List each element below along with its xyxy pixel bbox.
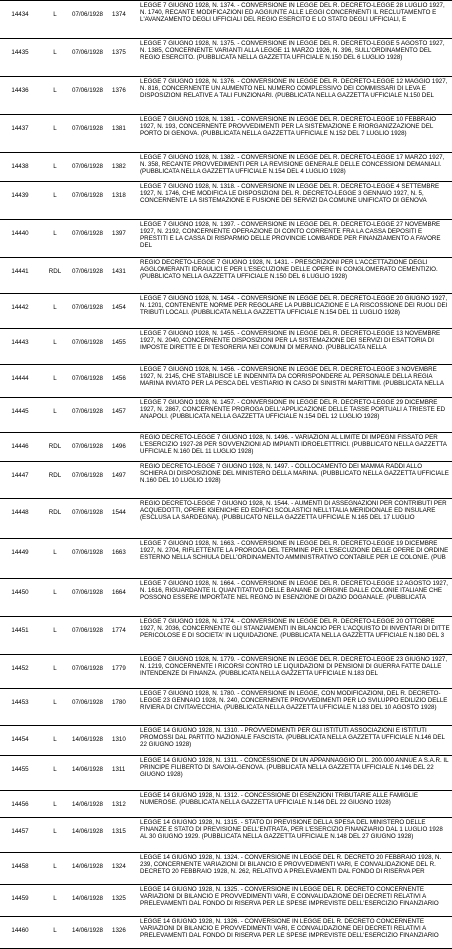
- row-number: 14452: [0, 655, 40, 689]
- row-date: 14/06/1928: [70, 853, 112, 885]
- row-ref: 1326: [112, 917, 138, 949]
- row-number: 14453: [0, 689, 40, 726]
- row-type: RDL: [40, 433, 70, 462]
- row-type: L: [40, 791, 70, 818]
- row-number: 14457: [0, 818, 40, 853]
- row-type: L: [40, 39, 70, 77]
- row-ref: 1318: [112, 182, 138, 220]
- table-row: [0, 182, 452, 220]
- row-type: L: [40, 365, 70, 398]
- table-row: [0, 726, 452, 756]
- row-description: LEGGE 7 GIUGNO 1928, N. 1457. - CONVERSIONE IN LEGGE DEL R. DECRETO-LEGGE 29 DICEMBRE 1927, N. 2867, CONCERNENTE PROROGA DELL'APPLICAZIONE DELLE TASSE PORTUALI A TRIESTE ED ANAPOLI. (PUBBLICATA NELLA GAZZETTA UFFICIALE N.154 DEL 12 LUGLIO 1928): [138, 398, 452, 433]
- row-ref: 1454: [112, 294, 138, 329]
- row-ref: 1397: [112, 220, 138, 258]
- row-ref: 1311: [112, 756, 138, 791]
- table-row: [0, 655, 452, 689]
- row-type: L: [40, 885, 70, 917]
- row-ref: 1457: [112, 398, 138, 433]
- table-row: [0, 853, 452, 885]
- table-row: [0, 329, 452, 365]
- row-date: 14/06/1928: [70, 885, 112, 917]
- row-ref: 1544: [112, 499, 138, 539]
- row-number: 14442: [0, 294, 40, 329]
- row-ref: 1376: [112, 77, 138, 115]
- row-ref: 1496: [112, 433, 138, 462]
- row-type: L: [40, 182, 70, 220]
- row-description: LEGGE 7 GIUGNO 1928, N. 1663. - CONVERSIONE IN LEGGE DEL R. DECRETO-LEGGE 19 DICEMBRE 1927, N. 2704, RIFLETTENTE LA PROROGA DEL TERMINE PER L'ESECUZIONE DELLE OPERE DI ORDINE ESTERNO NELLA SCHIULA DELL'ORDINAMENTO AMMINISTRATIVO CONTABILE PER LE COLONIE. (PUB: [138, 539, 452, 579]
- row-number: 14450: [0, 579, 40, 617]
- row-description: LEGGE 14 GIUGNO 1928, N. 1315. - STATO DI PREVISIONE DELLA SPESA DEL MINISTERO DELLE FINANZE E STATO DI PREVISIONE DELL'ENTRATA, PER L'ESERCIZIO FINANZIARIO DAL 1 LUGLIO 1928 AL 30 GIUGNO 1929. (PUBBLICATA NELLA GAZZETTA UFFICIALE N.148 DEL 27 GIUGNO 1928): [138, 818, 452, 853]
- row-number: 14441: [0, 258, 40, 294]
- row-type: L: [40, 579, 70, 617]
- row-description: LEGGE 7 GIUGNO 1928, N. 1397. - CONVERSIONE IN LEGGE DEL R. DECRETO-LEGGE 27 NOVEMBRE 1927, N. 2192, CONCERNENTE OPERAZIONE DI CONTO CORRENTE FRA LA CASSA DEPOSITI E PRESTITI E LA CASSA DI RISPARMIO DELLE PROVINCIE LOMBARDE PER FINANZIAMENTO A FAVORE DEL: [138, 220, 452, 258]
- row-ref: 1324: [112, 853, 138, 885]
- row-ref: 1780: [112, 689, 138, 726]
- row-description: LEGGE 14 GIUGNO 1928, N. 1311. - CONCESSIONE DI UN APPANNAGGIO DI L. 200.000 ANNUE A S.A.R. IL PRINCIPE FILIBERTO DI SAVOIA-GENOVA. (PUBBLICATA NELLA GAZZETTA UFFICIALE N.146 DEL 22 GIUGNO 1928): [138, 756, 452, 791]
- row-description: LEGGE 7 GIUGNO 1928, N. 1664. - CONVERSIONE IN LEGGE DEL R. DECRETO-LEGGE 12 AGOSTO 1927, N. 1616, RIGUARDANTE IL QUANTITATIVO DELLE BANANE DI ORIGINE DALLE COLONIE ITALIANE CHE POSSONO ESSERE IMPORTATE NEL REGNO IN ESENZIONE DI DAZIO DOGANALE. (PUBBLICATA: [138, 579, 452, 617]
- row-ref: 1375: [112, 39, 138, 77]
- row-number: 14448: [0, 499, 40, 539]
- row-date: 07/06/1928: [70, 689, 112, 726]
- row-number: 14458: [0, 853, 40, 885]
- row-description: REGIO DECRETO-LEGGE 7 GIUGNO 1928, N. 1497. - COLLOCAMENTO DEI MAMMA RADDI ALLO SCHIERA DI DISPOSIZIONE DEL MINISTERO DELLA MARINA. (PUBBLICATO NELLA GAZZETTA UFFICIALE N.160 DEL 10 LUGLIO 1928): [138, 462, 452, 499]
- row-description: LEGGE 7 GIUGNO 1928, N. 1318. - CONVERSIONE IN LEGGE DEL R. DECRETO-LEGGE 4 SETTEMBRE 1927, N. 1746, CHE MODIFICA LE DISPOSIZIONI DEL R. DECRETO-LEGGE 3 GENNAIO 1927, N. 5, CONCERNENTE LA SISTEMAZIONE E FUSIONE DEI SERVIZI DA COMUNE UNIFICATO DI GENOVA: [138, 182, 452, 220]
- row-date: 07/06/1928: [70, 294, 112, 329]
- row-ref: 1663: [112, 539, 138, 579]
- row-description: LEGGE 7 GIUGNO 1928, N. 1456. - CONVERSIONE IN LEGGE DEL R. DECRETO-LEGGE 3 NOVEMBRE 1927, N. 2145, CHE STABILISCE LE INDENNITA DA CORRISPONDERE AL PERSONALE DELLA REGIA MARINA INVIATO PER LA PESCA DEL VESTIARIO IN CASO DI SINISTRI MARITTIMI. (PUBBLICATA NELLA: [138, 365, 452, 398]
- row-ref: 1455: [112, 329, 138, 365]
- row-number: 14439: [0, 182, 40, 220]
- row-description: REGIO DECRETO-LEGGE 7 GIUGNO 1928, N. 1544. - AUMENTI DI ASSEGNAZIONI PER CONTRIBUTI PER ACQUEDOTTI, OPERE IGIENICHE ED EDIFICI SCOLASTICI NELL'ITALIA MERIDIONALE ED INSULARE (ESCLUSA LA SARDEGNA). (PUBBLICATO NELLA GAZZETTA UFFICIALE N.165 DEL 17 LUGLIO: [138, 499, 452, 539]
- row-date: 07/06/1928: [70, 77, 112, 115]
- legislation-table: [0, 1, 452, 949]
- table-row: [0, 617, 452, 655]
- row-date: 07/06/1928: [70, 182, 112, 220]
- row-description: LEGGE 14 GIUGNO 1928, N. 1310. - PROVVEDIMENTI PER GLI ISTITUTI ASSOCIAZIONI E ISTITUTI PROMOSSI DAL PARTITO NAZIONALE FASCISTA. (PUBBLICATA NELLA GAZZETTA UFFICIALE N.146 DEL 22 GIUGNO 1928): [138, 726, 452, 756]
- row-number: 14447: [0, 462, 40, 499]
- row-type: L: [40, 617, 70, 655]
- table-row: [0, 153, 452, 182]
- table-row: [0, 220, 452, 258]
- row-date: 07/06/1928: [70, 539, 112, 579]
- row-number: 14440: [0, 220, 40, 258]
- row-description: LEGGE 7 GIUGNO 1928, N. 1381. - CONVERSIONE IN LEGGE DEL R. DECRETO-LEGGE 10 FEBBRAIO 1927, N. 193, CONCERNENTE PROVVEDIMENTI PER LA SISTEMAZIONE E RIORGANIZZAZIONE DEL PORTO DI GENOVA. (PUBBLICATA NELLA GAZZETTA UFFICIALE N.152 DEL 7 LUGLIO 1928): [138, 115, 452, 153]
- row-type: L: [40, 77, 70, 115]
- row-description: LEGGE 7 GIUGNO 1928, N. 1780. - CONVERSIONE IN LEGGE, CON MODIFICAZIONI, DEL R. DECRETO-LEGGE 23 GENNAIO 1928, N. 240, CONCERNENTE PROVVEDIMENTI PER LO SVILUPPO EDILIZIO DELLE RIVIERA DI CIVITAVECCHIA. (PUBBLICATA NELLA GAZZETTA UFFICIALE N.183 DEL 10 AGOSTO 1928): [138, 689, 452, 726]
- row-number: 14434: [0, 1, 40, 39]
- row-type: L: [40, 917, 70, 949]
- row-type: RDL: [40, 258, 70, 294]
- row-number: 14460: [0, 917, 40, 949]
- row-ref: 1310: [112, 726, 138, 756]
- row-number: 14443: [0, 329, 40, 365]
- table-row: [0, 398, 452, 433]
- table-row: [0, 818, 452, 853]
- row-type: L: [40, 1, 70, 39]
- row-description: LEGGE 7 GIUGNO 1928, N. 1455. - CONVERSIONE IN LEGGE DEL R. DECRETO-LEGGE 13 NOVEMBRE 1927, N. 2040, CONCERNENTE DISPOSIZIONI PER LA SISTEMAZIONE DEI SERVIZI DI ESATTORIA DI IMPOSTE DIRETTE E DI TESORERIA NEI COMUNI DI MERANO. (PUBBLICATA NELLA: [138, 329, 452, 365]
- table-row: [0, 579, 452, 617]
- row-number: 14438: [0, 153, 40, 182]
- row-number: 14459: [0, 885, 40, 917]
- row-description: LEGGE 7 GIUGNO 1928, N. 1774. - CONVERSIONE IN LEGGE DEL R. DECRETO-LEGGE 20 OTTOBRE 1927, N. 2036, CONCERNENTE GLI STANZIAMENTI IN BILANCIO PER L'ACQUISTO DI INVENTARI DI DITTE PERICOLOSE E DI SOCIETA' IN LIQUIDAZIONE. (PUBBLICATA NELLA GAZZETTA UFFICIALE N.180 DEL 3: [138, 617, 452, 655]
- table-row: [0, 258, 452, 294]
- table-row: [0, 689, 452, 726]
- row-description: REGIO DECRETO-LEGGE 7 GIUGNO 1928, N. 1496. - VARIAZIONI AL LIMITE DI IMPEGNI FISSATO PER L'ESERCIZIO 1927-28 PER SOVVENZIONI AD IMPIANTI IDROELETTRICI. (PUBBLICATO NELLA GAZZETTA UFFICIALE N.160 DEL 11 LUGLIO 1928): [138, 433, 452, 462]
- row-type: L: [40, 329, 70, 365]
- row-ref: 1456: [112, 365, 138, 398]
- table-row: [0, 1, 452, 39]
- row-number: 14455: [0, 756, 40, 791]
- row-description: LEGGE 7 GIUGNO 1928, N. 1779. - CONVERSIONE IN LEGGE DEL R. DECRETO-LEGGE 23 GIUGNO 1927, N. 1219, CONCERNENTE I RICORSI CONTRO LE LIQUIDAZIONI DI PENSIONI DI GUERRA FATTE DALLE INTENDENZE DI FINANZA. (PUBBLICATA NELLA GAZZETTA UFFICIALE N.183 DEL: [138, 655, 452, 689]
- row-date: 07/06/1928: [70, 1, 112, 39]
- table-row: [0, 539, 452, 579]
- row-description: LEGGE 14 GIUGNO 1928, N. 1312. - CONCESSIONE DI ESENZIONI TRIBUTARIE ALLE FAMIGLIE NUMEROSE. (PUBBLICATA NELLA GAZZETTA UFFICIALE N.146 DEL 22 GIUGNO 1928): [138, 791, 452, 818]
- row-date: 07/06/1928: [70, 153, 112, 182]
- row-type: L: [40, 756, 70, 791]
- row-ref: 1497: [112, 462, 138, 499]
- row-date: 14/06/1928: [70, 756, 112, 791]
- row-ref: 1431: [112, 258, 138, 294]
- row-date: 07/06/1928: [70, 220, 112, 258]
- row-type: L: [40, 294, 70, 329]
- table-row: [0, 756, 452, 791]
- row-date: 07/06/1928: [70, 579, 112, 617]
- row-date: 07/06/1928: [70, 499, 112, 539]
- row-number: 14449: [0, 539, 40, 579]
- table-row: [0, 365, 452, 398]
- row-number: 14451: [0, 617, 40, 655]
- row-type: L: [40, 818, 70, 853]
- table-row: [0, 77, 452, 115]
- row-type: L: [40, 115, 70, 153]
- row-ref: 1774: [112, 617, 138, 655]
- row-date: 07/06/1928: [70, 655, 112, 689]
- row-date: 07/06/1928: [70, 462, 112, 499]
- row-date: 07/06/1928: [70, 39, 112, 77]
- row-date: 07/06/1928: [70, 365, 112, 398]
- row-date: 14/06/1928: [70, 917, 112, 949]
- row-ref: 1381: [112, 115, 138, 153]
- row-date: 07/06/1928: [70, 433, 112, 462]
- row-description: LEGGE 7 GIUGNO 1928, N. 1375. - CONVERSIONE IN LEGGE DEL R. DECRETO-LEGGE 5 AGOSTO 1927, N. 1385, CONCERNENTE VARIANTI ALLA LEGGE 11 MARZO 1926, N. 396, SULL'ORDINAMENTO DEL REGIO ESERCITO. (PUBBLICATA NELLA GAZZETTA UFFICIALE N.150 DEL 6 LUGLIO 1928): [138, 39, 452, 77]
- row-ref: 1312: [112, 791, 138, 818]
- row-number: 14435: [0, 39, 40, 77]
- table-row: [0, 115, 452, 153]
- row-number: 14456: [0, 791, 40, 818]
- row-type: RDL: [40, 499, 70, 539]
- row-date: 07/06/1928: [70, 115, 112, 153]
- row-number: 14454: [0, 726, 40, 756]
- row-description: LEGGE 14 GIUGNO 1928, N. 1326. - CONVERSIONE IN LEGGE DEL R. DECRETO CONCERNENTE VARIAZIONI DI BILANCIO E PROVVEDIMENTI VARI, E CONVALIDAZIONE DEI DECRETI RELATIVI A PRELEVAMENTI DAL FONDO DI RISERVA PER LE SPESE IMPREVISTE DELL'ESERCIZIO FINANZIARIO: [138, 917, 452, 949]
- row-date: 14/06/1928: [70, 791, 112, 818]
- row-number: 14446: [0, 433, 40, 462]
- row-type: L: [40, 153, 70, 182]
- row-type: L: [40, 689, 70, 726]
- row-ref: 1315: [112, 818, 138, 853]
- row-type: L: [40, 726, 70, 756]
- row-description: LEGGE 7 GIUGNO 1928, N. 1374. - CONVERSIONE IN LEGGE DEL R. DECRETO-LEGGE 28 LUGLIO 1927, N. 1740, RECANTE MODIFICAZIONI ED AGGIUNTE ALLE LEGGI CONCERNENTI IL RECLUTAMENTO E L'AVANZAMENTO DEGLI UFFICIALI DEL REGIO ESERCITO E LO STATO DEGLI UFFICIALI, E: [138, 1, 452, 39]
- table-body: [0, 1, 452, 949]
- row-number: 14437: [0, 115, 40, 153]
- row-date: 07/06/1928: [70, 398, 112, 433]
- row-description: LEGGE 7 GIUGNO 1928, N. 1376. - CONVERSIONE IN LEGGE DEL R. DECRETO-LEGGE 12 MAGGIO 1927, N. 816, CONCERNENTE UN AUMENTO NEL NUMERO COMPLESSIVO DEI COMMISSARI DI LEVA E DISPOSIZIONI RELATIVE A TALI FUNZIONARI. (PUBBLICATA NELLA GAZZETTA UFFICIALE N.150 DEL: [138, 77, 452, 115]
- row-date: 07/06/1928: [70, 258, 112, 294]
- row-description: REGIO DECRETO-LEGGE 7 GIUGNO 1928, N. 1431. - PRESCRIZIONI PER L'ACCETTAZIONE DEGLI AGGLOMERANTI IDRAULICI E PER L'ESECUZIONE DELLE OPERE IN CONGLOMERATO CEMENTIZIO. (PUBBLICATO NELLA GAZZETTA UFFICIALE N.150 DEL 6 LUGLIO 1928): [138, 258, 452, 294]
- row-description: LEGGE 14 GIUGNO 1928, N. 1324. - CONVERSIONE IN LEGGE DEL R. DECRETO 20 FEBBRAIO 1928, N. 239, CONCERNENTE VARIAZIONI DI BILANCIO E PROVVEDIMENTI VARI, E CONVALIDAZIONE DEL R. DECRETO 20 FEBBRAIO 1928, N. 262, RELATIVO A PRELEVAMENTI DAL FONDO DI RISERVA PER: [138, 853, 452, 885]
- row-date: 14/06/1928: [70, 818, 112, 853]
- row-date: 07/06/1928: [70, 329, 112, 365]
- row-description: LEGGE 7 GIUGNO 1928, N. 1382. - CONVERSIONE IN LEGGE DEL R. DECRETO-LEGGE 17 MARZO 1927, N. 358, RECANTE PROVVEDIMENTI PER LA REVISIONE GENERALE DELLE CONCESSIONI DEMANIALI. (PUBBLICATA NELLA GAZZETTA UFFICIALE N.154 DEL 4 LUGLIO 1928): [138, 153, 452, 182]
- row-ref: 1382: [112, 153, 138, 182]
- row-ref: 1374: [112, 1, 138, 39]
- row-date: 07/06/1928: [70, 617, 112, 655]
- row-type: L: [40, 853, 70, 885]
- table-row: [0, 499, 452, 539]
- row-number: 14436: [0, 77, 40, 115]
- row-description: LEGGE 7 GIUGNO 1928, N. 1454. - CONVERSIONE IN LEGGE DEL R. DECRETO-LEGGE 20 GIUGNO 1927, N. 1201, CONTENENTE NORME PER REGOLARE LA PUBBLICAZIONE E LA RISCOSSIONE DEI RUOLI DEI TRIBUTI LOCALI. (PUBBLICATA NELLA GAZZETTA UFFICIALE N.154 DEL 11 LUGLIO 1928): [138, 294, 452, 329]
- table-row: [0, 294, 452, 329]
- row-ref: 1779: [112, 655, 138, 689]
- table-row: [0, 433, 452, 462]
- row-type: L: [40, 539, 70, 579]
- row-number: 14445: [0, 398, 40, 433]
- row-type: L: [40, 655, 70, 689]
- row-type: RDL: [40, 462, 70, 499]
- row-number: 14444: [0, 365, 40, 398]
- row-ref: 1664: [112, 579, 138, 617]
- row-description: LEGGE 14 GIUGNO 1928, N. 1325. - CONVERSIONE IN LEGGE DEL R. DECRETO CONCERNENTE VARIAZIONI DI BILANCIO E PROVVEDIMENTI VARI, E CONVALIDAZIONE DEI DECRETI RELATIVI A PRELEVAMENTI DAL FONDO DI RISERVA PER LE SPESE IMPREVISTE DELL'ESERCIZIO FINANZIARIO: [138, 885, 452, 917]
- table-row: [0, 39, 452, 77]
- row-type: L: [40, 220, 70, 258]
- table-row: [0, 917, 452, 949]
- table-row: [0, 791, 452, 818]
- table-row: [0, 462, 452, 499]
- row-ref: 1325: [112, 885, 138, 917]
- table-row: [0, 885, 452, 917]
- row-type: L: [40, 398, 70, 433]
- row-date: 14/06/1928: [70, 726, 112, 756]
